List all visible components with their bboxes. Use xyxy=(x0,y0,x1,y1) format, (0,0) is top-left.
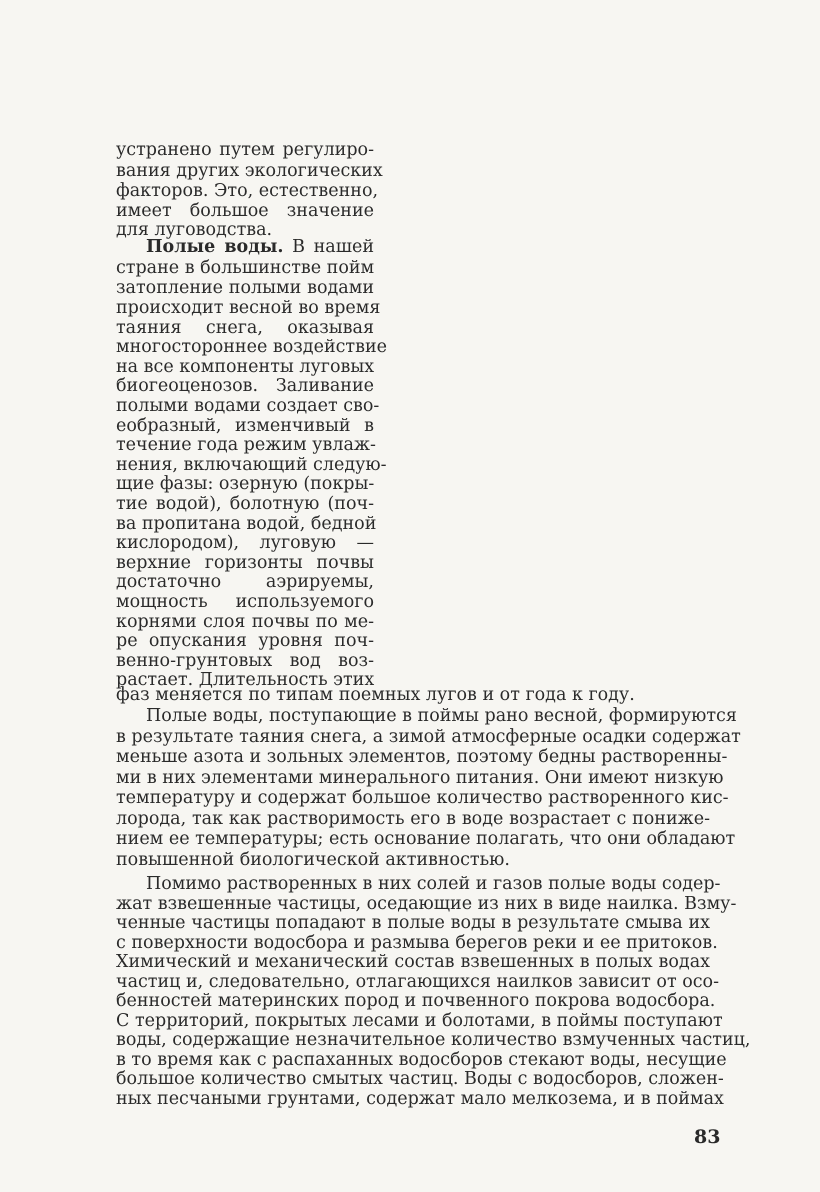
section-line: ва пропитана водой, бедной xyxy=(116,514,377,534)
section-line: кислородом), луговую — xyxy=(116,533,374,553)
paragraph-line: Помимо растворенных в них солей и газов полые воды содер- xyxy=(146,874,721,894)
section-line: щие фазы: озерную (покры- xyxy=(116,474,375,494)
section-line: мощность используемого xyxy=(116,592,374,612)
paragraph-line: ченные частицы попадают в полые воды в результате смыва их xyxy=(116,913,710,933)
paragraph-line: Химический и механический состав взвешенных в полых водах xyxy=(116,952,710,972)
paragraph-line: температуру и содержат большое количество растворенного кис- xyxy=(116,788,729,808)
paragraph-line: ми в них элементами минерального питания. Они имеют низкую xyxy=(116,768,724,788)
paragraph-line: с поверхности водосбора и размыва берегов реки и ее притоков. xyxy=(116,933,718,953)
paragraph-line: большое количество смытых частиц. Воды с водосборов, сложен- xyxy=(116,1069,724,1089)
paragraph-line: лорода, так как растворимость его в воде возрастает с понижe- xyxy=(116,809,710,829)
section-line: полыми водами создает сво- xyxy=(116,396,380,416)
paragraph-line: в результате таяния снега, а зимой атмосферные осадки содержат xyxy=(116,727,741,747)
section-line: многостороннее воздействие xyxy=(116,337,387,357)
page-number: 83 xyxy=(694,1126,721,1148)
section-line: происходит весной во время xyxy=(116,298,381,318)
column-line: вания других экологических xyxy=(116,161,383,181)
paragraph-line: С территорий, покрытых лесами и болотами, в поймы поступают xyxy=(116,1011,723,1031)
section-line: тие водой), болотную (поч- xyxy=(116,494,374,514)
paragraph-line: воды, содержащие незначительное количество взмученных частиц, xyxy=(116,1030,751,1050)
section-line: биогеоценозов. Заливание xyxy=(116,376,374,396)
paragraph-line: жат взвешенные частицы, оседающие из них в виде наилка. Взму- xyxy=(116,894,737,914)
column-line: для луговодства. xyxy=(116,220,273,240)
section-line: верхние горизонты почвы xyxy=(116,553,374,573)
section-line: достаточно аэрируемы, xyxy=(116,572,374,592)
paragraph-line: повышенной биологической активностью. xyxy=(116,850,510,870)
section-line: растает. Длительность этих xyxy=(116,670,375,690)
paragraph-line: частиц и, следовательно, отлагающихся наилков зависит от осо- xyxy=(116,972,719,992)
section-full-line: фаз меняется по типам поемных лугов и от года к году. xyxy=(116,685,635,705)
column-line: устранено путем регулиро- xyxy=(116,140,374,160)
paragraph-line: бенностей материнских пород и почвенного покрова водосбора. xyxy=(116,991,716,1011)
paragraph-line: меньше азота и зольных элементов, поэтому бедны растворенны- xyxy=(116,747,728,767)
section-line: стране в большинстве пойм xyxy=(116,258,375,278)
paragraph-line: Полые воды, поступающие в поймы рано весной, формируются xyxy=(146,706,737,726)
section-line: корнями слоя почвы по ме- xyxy=(116,612,374,632)
section-line: еобразный, изменчивый в xyxy=(116,416,374,436)
section-heading-rest: В нашей xyxy=(292,237,374,257)
section-line: на все компоненты луговых xyxy=(116,357,375,377)
section-line: затопление полыми водами xyxy=(116,278,374,298)
section-heading: Полые воды. xyxy=(146,237,284,257)
column-line: имеет большое значение xyxy=(116,201,374,221)
section-line: венно-грунтовых вод воз- xyxy=(116,651,374,671)
section-heading-line xyxy=(146,237,374,257)
column-line: факторов. Это, естественно, xyxy=(116,181,379,201)
paragraph-line: в то время как с распаханных водосборов стекают воды, несущие xyxy=(116,1050,727,1070)
section-line: ре опускания уровня поч- xyxy=(116,631,374,651)
section-line: таяния снега, оказывая xyxy=(116,318,374,338)
paragraph-line: ных песчаными грунтами, содержат мало мелкозема, и в поймах xyxy=(116,1089,724,1109)
blank-figure-area xyxy=(392,125,722,685)
section-line: нения, включающий следую- xyxy=(116,455,387,475)
paragraph-line: нием ее температуры; есть основание полагать, что они обладают xyxy=(116,829,736,849)
section-line: течение года режим увлаж- xyxy=(116,435,376,455)
